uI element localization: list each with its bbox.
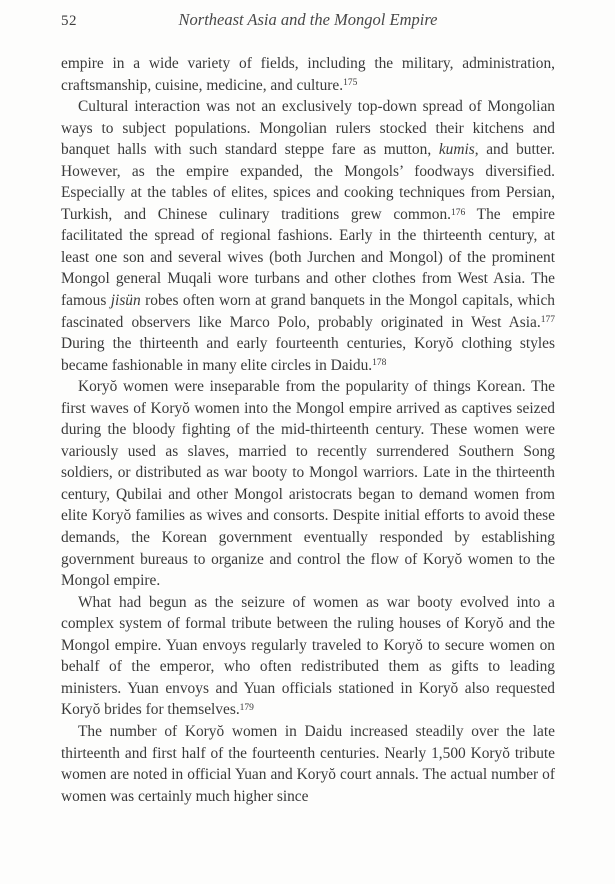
footnote-reference: 179 [239,703,254,714]
running-head: Northeast Asia and the Mongol Empire [178,10,438,29]
footnote-reference: 178 [372,358,387,369]
paragraph [61,721,555,807]
text-run: Koryŏ women were inseparable from the popularity of things Korean. The first waves of Koryŏ women into the Mongol empire arrived as captives seized during the bloody fighting of the mid-thirteenth century. These women were variously used as slaves, married to recently surrendered Southern Song soldiers, or distributed as war booty to Mongol warriors. Late in the thirteenth century, Qubilai and other Mongol aristocrats began to demand women from elite Koryŏ families as wives and consorts. Despite initial efforts to avoid these demands, the Korean government eventually responded by establishing government bureaus to organize and control the flow of Koryŏ women to the Mongol empire. [61,378,555,590]
paragraph [61,592,555,721]
text-run: empire in a wide variety of fields, including the military, administration, craftsmanship, cuisine, medicine, and culture. [61,55,555,94]
paragraph [61,53,555,96]
text-run: The empire facilitated the spread of regional fashions. Early in the thirteenth century, at least one son and several wives (both Jurchen and Mongol) of the prominent Mongol general Muqali wore turbans and other clothes from West Asia. The famous [61,205,555,310]
footnote-reference: 175 [343,78,358,89]
text-run: The number of Koryŏ women in Daidu increased steadily over the late thirteenth and first half of the fourteenth centuries. Nearly 1,500 Koryŏ tribute women are noted in official Yuan and Koryŏ court annals. The actual number of women was certainly much higher since [61,722,555,805]
text-run: robes often worn at grand banquets in the Mongol capitals, which fascinated observers like Marco Polo, probably originated in West Asia. [61,292,556,331]
text-run: , and butter. However, as the empire expanded, the Mongols’ foodways diversified. Especially at the tables of elites, spices and cooking techniques from Persian, Turkish, and Chinese culinary traditions grew common. [61,141,555,223]
paragraph [61,96,555,376]
text-run: Cultural interaction was not an exclusively top-down spread of Mongolian ways to subject populations. Mongolian rulers stocked their kitchens and banquet halls with such standard steppe fare as mutton, [61,98,555,159]
page-header [61,10,555,36]
italic-term: jisün [110,292,141,310]
footnote-reference: 176 [451,207,466,218]
paragraph [61,376,555,591]
body-text [61,53,555,807]
italic-term: kumis [438,141,475,159]
text-run: During the thirteenth and early fourteenth centuries, Koryŏ clothing styles became fashionable in many elite circles in Daidu. [61,335,555,374]
page-number: 52 [61,13,77,29]
footnote-reference: 177 [540,315,555,326]
text-run: What had begun as the seizure of women as war booty evolved into a complex system of formal tribute between the ruling houses of Koryŏ and the Mongol empire. Yuan envoys regularly traveled to Koryŏ to secure women on behalf of the emperor, who often redistributed them as gifts to leading ministers. Yuan envoys and Yuan officials stationed in Koryŏ also requested Koryŏ brides for themselves. [61,593,555,719]
